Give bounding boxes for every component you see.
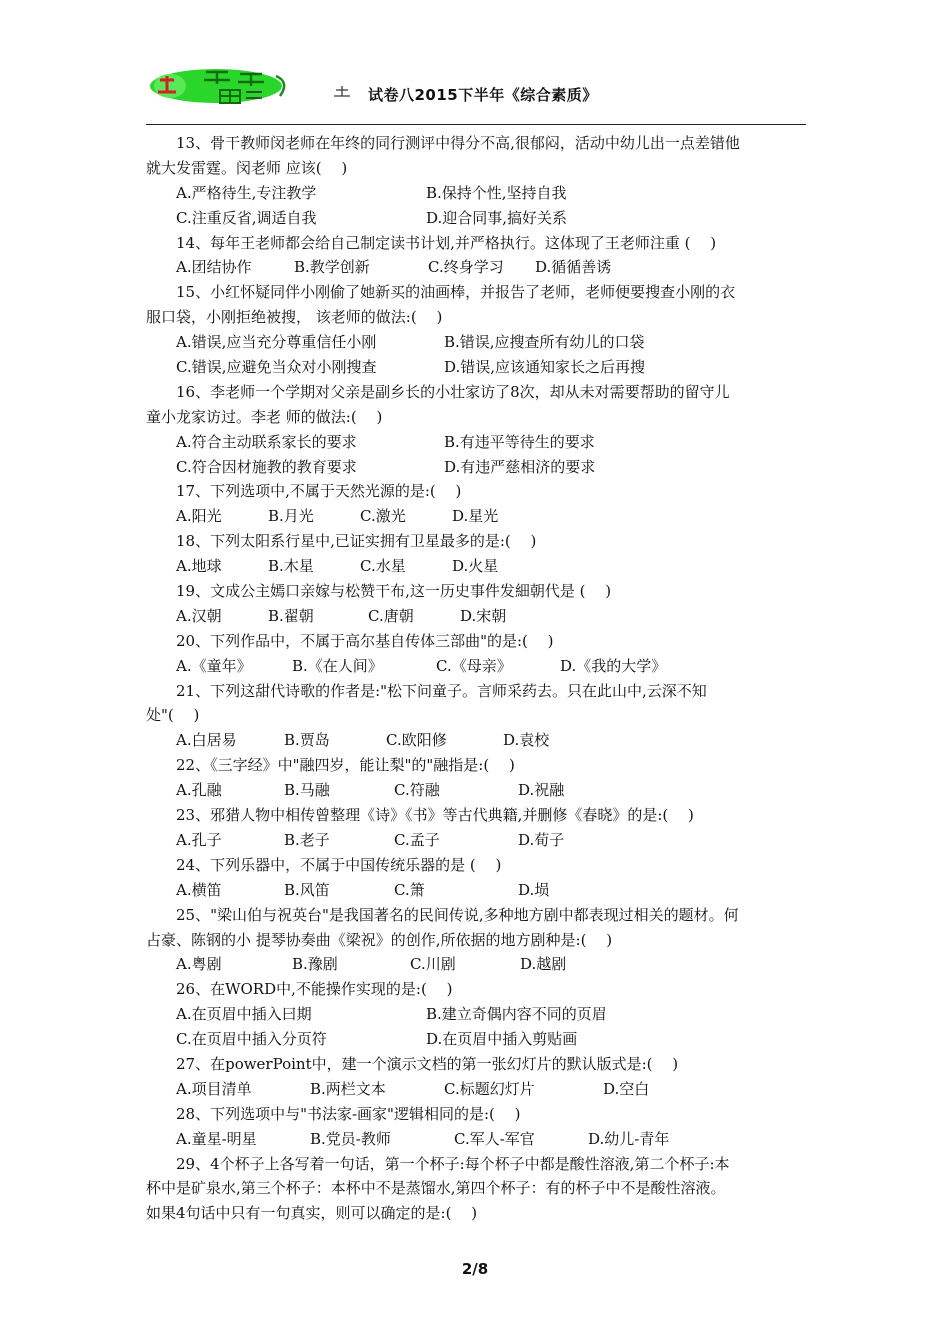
answer-option[interactable]: A.严格待生,专注教学: [176, 183, 317, 202]
header-rule: [146, 124, 806, 125]
answer-option[interactable]: B.老子: [284, 830, 330, 849]
question-text-line: 13、骨干教师闵老师在年终的同行测评中得分不高,很郁闷，活动中幼儿出一点差错他: [176, 134, 740, 152]
option-row: [146, 728, 806, 753]
option-row: [146, 828, 806, 853]
question-text-line: 23、邪猎人物中相传曾整理《诗》《书》等古代典籍,并删修《春晓》的是:( ): [176, 806, 694, 825]
question-text-line: 25、"梁山伯与祝英台"是我国著名的民间传说,多种地方剧中都表现过相关的题材。何: [176, 905, 739, 924]
question-27: [146, 1052, 806, 1102]
question-text-line: 20、下列作品中，不属于高尔基自传体三部曲"的是:( ): [176, 631, 554, 650]
answer-option[interactable]: B.两栏文本: [310, 1079, 386, 1098]
answer-option[interactable]: C.符合因材施教的教育要求: [176, 457, 357, 476]
answer-option[interactable]: D.埙: [518, 880, 550, 899]
answer-option[interactable]: A.汉朝: [176, 606, 222, 625]
question-text-line: 27、在powerPoint中，建一个演示文档的第一张幻灯片的默认版式是:( ): [176, 1054, 679, 1073]
question-text-line: 19、文成公主嫣口亲嫁与松赞干布,这一历史事件发細朝代是 ( ): [176, 582, 612, 601]
question-list: [146, 131, 806, 1226]
answer-option[interactable]: B.月光: [268, 507, 314, 526]
answer-option[interactable]: C.终身学习: [428, 258, 504, 277]
question-text-line: 22、《三字经》中"融四岁，能让梨"的"融指是:( ): [176, 756, 515, 775]
question-text-line: 杯中是矿泉水,第三个杯子：本杯中不是蒸馏水,第四个杯子：有的杯子中不是酸性溶液。: [146, 1179, 726, 1198]
answer-option[interactable]: A.错误,应当充分尊重信任小刚: [176, 333, 377, 352]
answer-option[interactable]: A.童星-明星: [176, 1129, 257, 1148]
answer-option[interactable]: A.项目清单: [176, 1079, 252, 1098]
option-row: [146, 1002, 806, 1027]
question-text-line: 16、李老师一个学期对父亲是副乡长的小壮家访了8次，却从未对需要帮助的留守儿: [176, 382, 730, 401]
answer-option[interactable]: C.唐朝: [368, 606, 414, 625]
answer-option[interactable]: A.孔融: [176, 781, 222, 800]
answer-option[interactable]: C.水星: [360, 557, 406, 576]
option-row: [146, 206, 806, 231]
answer-option[interactable]: B.马融: [284, 781, 330, 800]
answer-option[interactable]: A.《童年》: [176, 656, 252, 675]
answer-option[interactable]: C.川剧: [410, 955, 456, 974]
question-20: [146, 629, 806, 679]
question-text-line: 就大发雷霆。闵老师 应该( ): [146, 158, 348, 177]
page-number: 2/8: [461, 1260, 489, 1278]
answer-option[interactable]: B.党员-教师: [310, 1129, 391, 1148]
header-title: 试卷八2015下半年《综合素质》: [368, 86, 598, 104]
answer-option[interactable]: A.粤剧: [176, 955, 222, 974]
answer-option[interactable]: A.孔子: [176, 830, 222, 849]
answer-option[interactable]: D.火星: [452, 557, 499, 576]
answer-option[interactable]: B.翟朝: [268, 606, 314, 625]
answer-option[interactable]: B.木星: [268, 557, 314, 576]
answer-option[interactable]: D.错误,应该通知家长之后再搜: [444, 358, 646, 377]
question-text-line: 24、下列乐器中，不属于中国传统乐器的是 ( ): [176, 855, 502, 874]
option-row: [146, 654, 806, 679]
option-row: [146, 430, 806, 455]
answer-option[interactable]: B.《在人间》: [292, 656, 383, 675]
answer-option[interactable]: A.白居易: [176, 731, 237, 750]
answer-option[interactable]: C.注重反省,调适自我: [176, 208, 317, 227]
answer-option[interactable]: A.团结协作: [176, 258, 252, 277]
question-24: [146, 853, 806, 903]
question-text-line: 如果4句话中只有一句真实，则可以确定的是:( ): [146, 1204, 478, 1223]
question-text-line: 占豪、陈钢的小 提琴协奏曲《梁祝》的创作,所依据的地方剧种是:( ): [146, 930, 613, 949]
answer-option[interactable]: B.风笛: [284, 880, 330, 899]
answer-option[interactable]: D.荀子: [518, 830, 565, 849]
option-row: [146, 455, 806, 480]
question-21: [146, 679, 806, 754]
answer-option[interactable]: B.错误,应搜查所有幼儿的口袋: [444, 333, 645, 352]
option-row: [146, 255, 806, 280]
answer-option[interactable]: B.豫剧: [292, 955, 338, 974]
option-row: [146, 1077, 806, 1102]
answer-option[interactable]: B.有违平等待生的要求: [444, 432, 595, 451]
answer-option[interactable]: D.循循善诱: [535, 258, 612, 277]
logo-left-blob: [154, 74, 186, 98]
answer-option[interactable]: C.军人-军官: [454, 1129, 535, 1148]
answer-option[interactable]: C.欧阳修: [386, 731, 447, 750]
answer-option[interactable]: D.幼儿-青年: [588, 1129, 670, 1148]
option-row: [146, 181, 806, 206]
answer-option[interactable]: D.祝融: [518, 781, 565, 800]
question-text-line: 17、下列选项中,不属于天然光源的是:( ): [176, 482, 462, 501]
question-16: [146, 380, 806, 480]
question-text-line: 服口袋，小刚拒绝被搜， 该老师的做法:( ): [146, 308, 443, 327]
question-15: [146, 280, 806, 380]
question-text-line: 处"( ): [146, 706, 200, 725]
option-row: [146, 1127, 806, 1152]
answer-option[interactable]: D.星光: [452, 507, 499, 526]
option-row: [146, 330, 806, 355]
question-26: [146, 977, 806, 1052]
question-17: [146, 479, 806, 529]
question-text-line: 14、每年王老师都会给自己制定读书计划,并严格执行。这体现了王老师注重 ( ): [176, 233, 717, 252]
option-row: [146, 952, 806, 977]
answer-option[interactable]: D.在页眉中插入剪贴画: [426, 1030, 578, 1049]
question-text-line: 21、下列这甜代诗歌的作者是:"松下问童子。言师采药去。只在此山中,云深不知: [176, 681, 707, 700]
question-25: [146, 903, 806, 978]
answer-option[interactable]: A.符合主动联系家长的要求: [176, 432, 357, 451]
question-28: [146, 1102, 806, 1152]
question-text-line: 18、下列太阳系行星中,已证实拥有卫星最多的是:( ): [176, 532, 537, 551]
option-row: [146, 604, 806, 629]
option-row: [146, 1027, 806, 1052]
option-row: [146, 778, 806, 803]
answer-option[interactable]: B.贾岛: [284, 731, 330, 750]
question-19: [146, 579, 806, 629]
logo-glyph-5: [334, 86, 350, 96]
header-logo: [146, 66, 368, 106]
answer-option[interactable]: B.保持个性,坚持自我: [426, 183, 567, 202]
question-23: [146, 803, 806, 853]
answer-option[interactable]: D.空白: [603, 1079, 650, 1098]
answer-option[interactable]: C.在页眉中插入分页符: [176, 1030, 327, 1049]
question-18: [146, 529, 806, 579]
answer-option[interactable]: C.箫: [394, 880, 425, 899]
question-text-line: 15、小红怀疑同伴小刚偷了她新买的油画棒，并报告了老师，老师便要搜查小刚的衣: [176, 283, 736, 302]
answer-option[interactable]: D.迎合同事,搞好关系: [426, 208, 568, 227]
answer-option[interactable]: C.错误,应避免当众对小刚搜查: [176, 358, 377, 377]
answer-option[interactable]: C.孟子: [394, 830, 440, 849]
answer-option[interactable]: A.横笛: [176, 880, 222, 899]
answer-option[interactable]: C.符融: [394, 781, 440, 800]
question-13: [146, 131, 806, 231]
question-text-line: 童小龙家访过。李老 师的做法:( ): [146, 407, 383, 426]
answer-option[interactable]: B.建立奇偶内容不同的页眉: [426, 1005, 607, 1024]
answer-option[interactable]: A.阳光: [176, 507, 222, 526]
answer-option[interactable]: A.在页眉中插入曰期: [176, 1005, 312, 1024]
question-14: [146, 231, 806, 281]
question-text-line: 28、下列选项中与"书法家-画家"逻辑相同的是:( ): [176, 1104, 521, 1123]
option-row: [146, 554, 806, 579]
question-text-line: 29、4个杯子上各写着一句话，第一个杯子:每个杯子中都是酸性溶液,第二个杯子:本: [176, 1154, 730, 1173]
option-row: [146, 504, 806, 529]
question-text-line: 26、在WORD中,不能操作实现的是:( ): [176, 980, 453, 999]
answer-option[interactable]: C.标题幻灯片: [444, 1079, 535, 1098]
question-22: [146, 753, 806, 803]
question-29: [146, 1152, 806, 1227]
answer-option[interactable]: D.宋朝: [460, 606, 507, 625]
answer-option[interactable]: D.《我的大学》: [560, 656, 667, 675]
answer-option[interactable]: B.教学创新: [294, 258, 370, 277]
answer-option[interactable]: A.地球: [176, 557, 222, 576]
answer-option[interactable]: D.越剧: [520, 955, 567, 974]
answer-option[interactable]: D.袁校: [503, 731, 550, 750]
answer-option[interactable]: C.《母亲》: [436, 656, 512, 675]
answer-option[interactable]: D.有违严慈相济的要求: [444, 457, 596, 476]
option-row: [146, 355, 806, 380]
answer-option[interactable]: C.激光: [360, 507, 406, 526]
option-row: [146, 878, 806, 903]
